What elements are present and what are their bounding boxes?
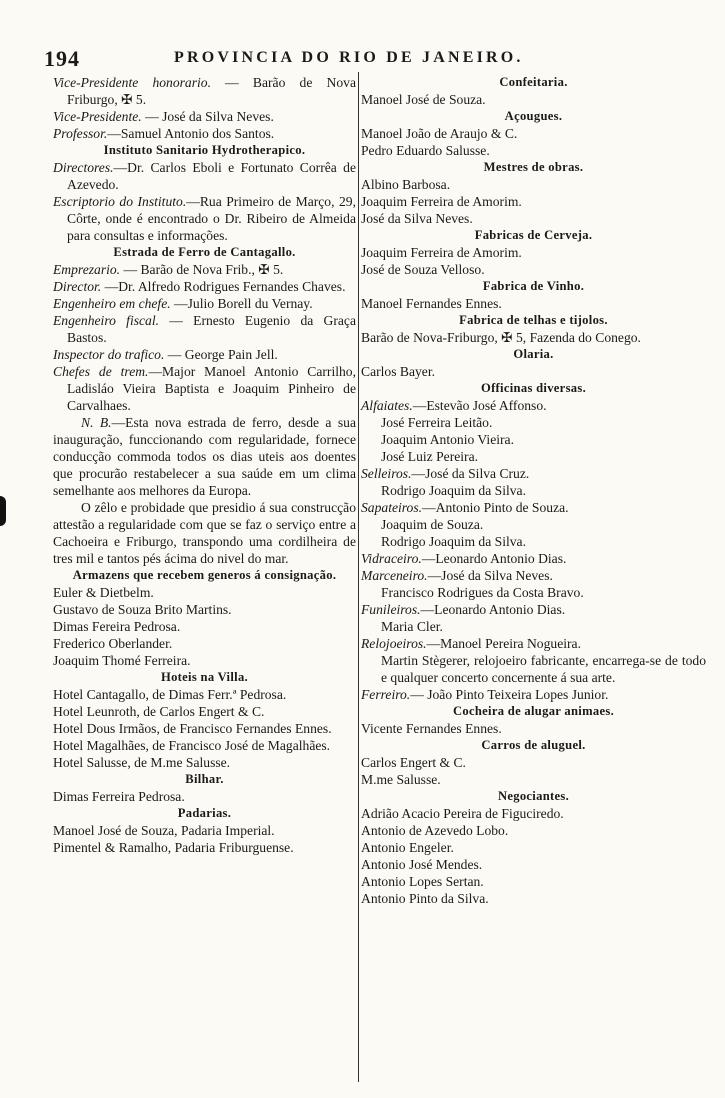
trade-name: Francisco Rodrigues da Costa Bravo.: [381, 585, 584, 600]
entry: [53, 74, 356, 108]
list-item: Antonio Pinto da Silva.: [361, 891, 489, 906]
list-item: Joaquim Ferreira de Amorim.: [361, 194, 522, 209]
list-item: Manoel José de Souza, Padaria Imperial.: [53, 823, 275, 838]
list-item: Hotel Cantagallo, de Dimas Ferr.ª Pedrosa.: [53, 687, 287, 702]
trade-role: Vidraceiro.: [361, 551, 422, 566]
trade-name: Rodrigo Joaquim da Silva.: [381, 483, 526, 498]
entry: [53, 193, 356, 244]
entry-text: — George Pain Jell.: [167, 347, 278, 362]
running-title: PROVINCIA DO RIO DE JANEIRO.: [174, 49, 524, 66]
trade-first: —Estevão José Affonso.: [412, 398, 547, 413]
entry-role: Engenheiro fiscal.: [53, 313, 160, 328]
entry: [53, 261, 356, 278]
section-heading: Armazens que recebem generos á consignação.: [72, 568, 337, 582]
list-item: Carlos Engert & C.: [361, 755, 466, 770]
nb-text: —Esta nova estrada de ferro, desde a sua inauguração, funccionando com regularidade, fornece conducção commoda todos os dias uteis aos doentes que procurão restabelecer a sua saúde em um clima semelhante aos melhores da Europa.: [53, 415, 356, 498]
list-item: Pimentel & Ramalho, Padaria Friburguense.: [53, 840, 294, 855]
entry-text: —Julio Borell du Vernay.: [174, 296, 313, 311]
section-heading: Fabricas de Cerveja.: [474, 228, 593, 242]
trade-role: Funileiros.: [361, 602, 421, 617]
entry-text: — Barão de Nova Friburgo, ✠ 5.: [67, 75, 356, 107]
list-item: Hotel Leunroth, de Carlos Engert & C.: [53, 704, 265, 719]
section-heading: Officinas diversas.: [480, 381, 587, 395]
entry-role: Directores.: [53, 160, 114, 175]
trade-name: José Ferreira Leitão.: [381, 415, 493, 430]
list-item: José da Silva Neves.: [361, 211, 473, 226]
entry-text: —Major Manoel Antonio Carrilho, Ladisláo Vieira Baptista e Joaquim Pinheiro de Carvalhaes.: [67, 364, 357, 413]
list-item: Barão de Nova-Friburgo, ✠ 5, Fazenda do Conego.: [361, 330, 641, 345]
list-item: Gustavo de Souza Brito Martins.: [53, 602, 232, 617]
list-item: Antonio José Mendes.: [361, 857, 483, 872]
list-item: José de Souza Velloso.: [361, 262, 485, 277]
nb-label: N. B.: [81, 415, 112, 430]
list-item: Manoel João de Araujo & C.: [361, 126, 518, 141]
trade-first: —Manoel Pereira Nogueira.: [426, 636, 581, 651]
trade-name: Rodrigo Joaquim da Silva.: [381, 534, 526, 549]
trade-name: José Luiz Pereira.: [381, 449, 479, 464]
entry: [53, 278, 356, 295]
trade-entry: [361, 499, 706, 516]
list-item: Pedro Eduardo Salusse.: [361, 143, 490, 158]
trade-entry: [361, 465, 706, 482]
list-item: Antonio Engeler.: [361, 840, 454, 855]
entry-role: Engenheiro em chefe.: [53, 296, 171, 311]
entry-role: Professor.: [53, 126, 108, 141]
section-heading: Cocheira de alugar animaes.: [452, 704, 615, 718]
entry-text: — Ernesto Eugenio da Graça Bastos.: [67, 313, 357, 345]
trade-first: —Leonardo Antonio Dias.: [421, 551, 567, 566]
paragraph: O zêlo e probidade que presidio á sua construcção attestão a regularidade com que se faz o serviço entre a Cachoeira e Friburgo, transpondo uma cordilheira de tres mil e tantos pés ácima do nivel do mar.: [53, 500, 356, 566]
entry-text: —Rua Primeiro de Março, 29, Côrte, onde é encontrado o Dr. Ribeiro de Almeida para consultas e informações.: [67, 194, 356, 243]
list-item: Manoel José de Souza.: [361, 92, 486, 107]
section-heading: Hoteis na Villa.: [160, 670, 248, 684]
section-heading: Fabrica de telhas e tijolos.: [459, 313, 608, 327]
section-heading: Estrada de Ferro de Cantagallo.: [113, 245, 296, 259]
list-item: Hotel Dous Irmãos, de Francisco Fernandes Ennes.: [53, 721, 332, 736]
list-item: Joaquim Ferreira de Amorim.: [361, 245, 522, 260]
entry: [53, 312, 356, 346]
page-number: 194: [44, 46, 80, 71]
list-item: Hotel Salusse, de M.me Salusse.: [53, 755, 231, 770]
section-heading: Carros de aluguel.: [481, 738, 586, 752]
list-item: Vicente Fernandes Ennes.: [361, 721, 502, 736]
entry-role: Emprezario.: [53, 262, 121, 277]
section-heading: Açougues.: [504, 109, 563, 123]
entry: [53, 125, 356, 142]
list-item: Frederico Oberlander.: [53, 636, 173, 651]
list-item: Manoel Fernandes Ennes.: [361, 296, 502, 311]
trade-entry: [361, 601, 706, 618]
entry-text: —Dr. Carlos Eboli e Fortunato Corrêa de Azevedo.: [67, 160, 356, 192]
list-item: Dimas Ferreira Pedrosa.: [53, 789, 185, 804]
left-column: [53, 74, 356, 856]
list-item: Joaquim Thomé Ferreira.: [53, 653, 191, 668]
entry-role: Escriptorio do Instituto.: [53, 194, 187, 209]
trade-entry: [361, 686, 706, 703]
page-header: [44, 46, 684, 70]
trade-role: Alfaiates.: [361, 398, 413, 413]
list-item: Adrião Acacio Pereira de Figuciredo.: [361, 806, 564, 821]
trade-entry: [361, 550, 706, 567]
entry: [53, 346, 356, 363]
trade-first: —José da Silva Cruz.: [411, 466, 530, 481]
section-heading: Bilhar.: [185, 772, 224, 786]
trade-name: Joaquim de Souza.: [381, 517, 484, 532]
list-item: Hotel Magalhães, de Francisco José de Magalhães.: [53, 738, 331, 753]
trade-first: — João Pinto Teixeira Lopes Junior.: [410, 687, 609, 702]
trade-first: —Leonardo Antonio Dias.: [420, 602, 566, 617]
entry-text: —Samuel Antonio dos Santos.: [107, 126, 275, 141]
binding-mark: [0, 496, 6, 526]
trade-first: —José da Silva Neves.: [427, 568, 553, 583]
list-item: Dimas Fereira Pedrosa.: [53, 619, 181, 634]
entry: [53, 295, 356, 312]
entry-text: — Barão de Nova Frib., ✠ 5.: [123, 262, 284, 277]
list-item: Euler & Dietbelm.: [53, 585, 154, 600]
entry-role: Inspector do trafico.: [53, 347, 165, 362]
trade-role: Relojoeiros.: [361, 636, 427, 651]
list-item: Antonio de Azevedo Lobo.: [361, 823, 509, 838]
trade-name: Joaquim Antonio Vieira.: [381, 432, 514, 447]
trade-role: Marceneiro.: [361, 568, 428, 583]
entry-role: Vice-Presidente.: [53, 109, 142, 124]
section-heading: Padarias.: [177, 806, 232, 820]
trade-role: Sapateiros.: [361, 500, 423, 515]
entry: [53, 159, 356, 193]
list-item: Antonio Lopes Sertan.: [361, 874, 484, 889]
section-heading: Olaria.: [513, 347, 554, 361]
entry: [53, 363, 356, 414]
trade-entry: [361, 397, 706, 414]
entry-role: Director.: [53, 279, 102, 294]
entry-text: —Dr. Alfredo Rodrigues Fernandes Chaves.: [104, 279, 346, 294]
trade-role: Ferreiro.: [361, 687, 411, 702]
list-item: Carlos Bayer.: [361, 364, 435, 379]
section-heading: Confeitaria.: [499, 75, 568, 89]
entry: [53, 108, 356, 125]
list-item: Albino Barbosa.: [361, 177, 451, 192]
section-heading: Mestres de obras.: [483, 160, 584, 174]
section-heading: Negociantes.: [497, 789, 570, 803]
trade-name: Maria Cler.: [381, 619, 443, 634]
trade-role: Selleiros.: [361, 466, 412, 481]
section-heading: Instituto Sanitario Hydrotherapico.: [103, 143, 306, 157]
trade-entry: [361, 567, 706, 584]
entry-text: — José da Silva Neves.: [145, 109, 274, 124]
trade-entry: [361, 635, 706, 652]
section-heading: Fabrica de Vinho.: [482, 279, 585, 293]
right-column: [361, 74, 706, 907]
trade-name: Martin Stègerer, relojoeiro fabricante, encarrega-se de todo e qualquer concerto concernente á sua arte.: [381, 653, 706, 685]
entry-role: Vice-Presidente honorario.: [53, 75, 211, 90]
paragraph: [53, 414, 356, 499]
entry-role: Chefes de trem.: [53, 364, 149, 379]
list-item: M.me Salusse.: [361, 772, 441, 787]
trade-first: —Antonio Pinto de Souza.: [422, 500, 569, 515]
column-rule: [358, 72, 359, 1082]
